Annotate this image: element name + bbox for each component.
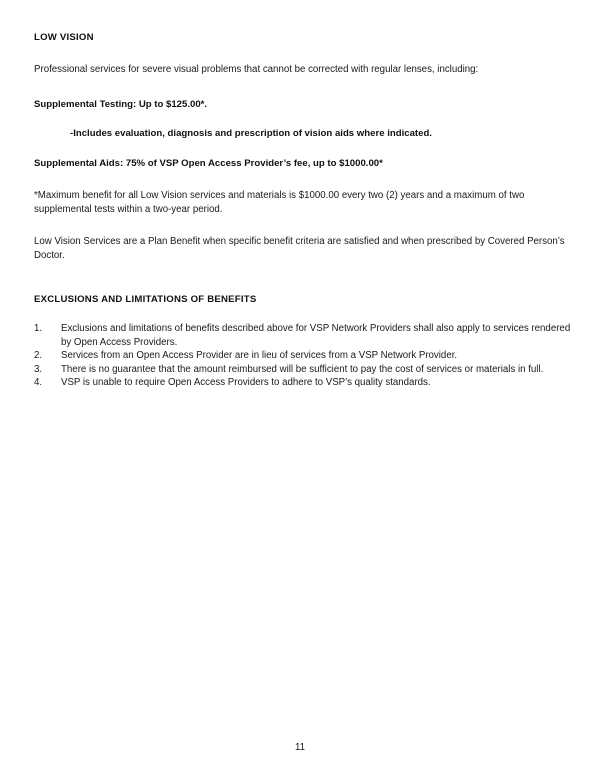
- low-vision-intro-paragraph: Professional services for severe visual problems that cannot be corrected with regular lenses, including:: [34, 64, 479, 75]
- list-item-number: 2.: [34, 350, 43, 362]
- low-vision-footnote-paragraph: *Maximum benefit for all Low Vision services and materials is $1000.00 every two (2) years and a maximum of two supplemental tests within a two-year period.: [34, 190, 525, 215]
- spacer: [34, 111, 572, 127]
- list-item: [34, 322, 572, 349]
- list-item-text: Exclusions and limitations of benefits described above for VSP Network Providers shall also apply to services rendered by Open Access Providers.: [61, 323, 571, 348]
- spacer: [34, 170, 572, 189]
- list-item-number: 4.: [34, 377, 43, 389]
- supplemental-aids-line: Supplemental Aids: 75% of VSP Open Access Provider’s fee, up to $1000.00*: [34, 157, 383, 169]
- list-item-text: There is no guarantee that the amount reimbursed will be sufficient to pay the cost of services or materials in full.: [61, 363, 544, 375]
- low-vision-plan-benefit-paragraph: Low Vision Services are a Plan Benefit when specific benefit criteria are satisfied and when prescribed by Covered Person’s Doctor.: [34, 236, 565, 261]
- list-item-text: Services from an Open Access Provider are in lieu of services from a VSP Network Provider.: [61, 350, 458, 362]
- supplemental-testing-line: Supplemental Testing: Up to $125.00*.: [34, 98, 208, 110]
- spacer: [34, 306, 572, 322]
- section-heading-low-vision: LOW VISION: [34, 32, 94, 43]
- page-number: 11: [294, 742, 306, 753]
- spacer: [34, 77, 572, 98]
- list-item: [34, 363, 572, 377]
- spacer: [34, 44, 572, 63]
- spacer: [34, 216, 572, 235]
- document-body: [34, 31, 572, 390]
- list-item: [34, 349, 572, 363]
- list-item-text: VSP is unable to require Open Access Providers to adhere to VSP’s quality standards.: [61, 377, 431, 389]
- spacer: [34, 262, 572, 293]
- section-heading-exclusions: EXCLUSIONS AND LIMITATIONS OF BENEFITS: [34, 294, 257, 305]
- supplemental-testing-detail-line: -Includes evaluation, diagnosis and prescription of vision aids where indicated.: [70, 128, 432, 139]
- list-item-number: 3.: [34, 363, 43, 375]
- list-item: [34, 376, 572, 390]
- exclusions-list: [34, 322, 572, 390]
- list-item-number: 1.: [34, 323, 43, 334]
- spacer: [34, 141, 572, 157]
